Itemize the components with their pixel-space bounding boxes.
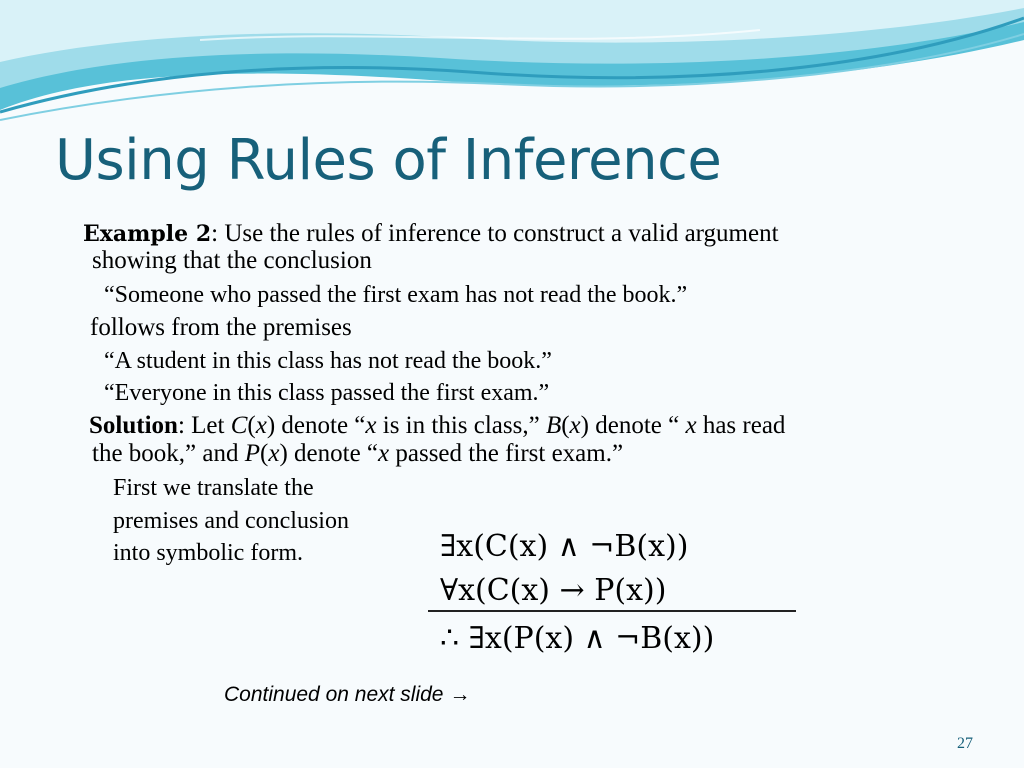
example-label: Example 2 [83,221,212,247]
predicate-c: C [230,412,248,439]
conclusion-quote: “Someone who passed the first exam has not read the book.” [104,282,688,308]
predicate-b: B [545,412,562,439]
continued-link[interactable] [224,683,471,707]
variable-x: x [378,440,390,467]
example-line-1 [83,220,779,248]
solution-text: denote “ [287,440,379,467]
example-line-2: showing that the conclusion [92,247,372,274]
header-wave-decoration [0,0,1024,130]
page-number: 27 [957,735,973,752]
math-premise-2: ∀x(C(x) → P(x)) [440,573,667,608]
variable-x: x [365,412,377,439]
solution-line-1: Solution: Let C(x) denote “x is in this class,” B(x) denote “ x has read [89,412,786,439]
page-title: Using Rules of Inference [55,128,722,193]
solution-text: passed the first exam.” [389,440,624,467]
argument-divider [428,610,796,612]
solution-line-2: the book,” and P(x) denote “x passed the first exam.” [92,440,624,467]
math-conclusion: ∴ ∃x(P(x) ∧ ¬B(x)) [440,621,715,656]
follows-text: follows from the premises [90,314,352,341]
continued-text: Continued on next slide [224,683,444,706]
translate-line-2: premises and conclusion [113,508,349,534]
premise-2: “Everyone in this class passed the first exam.” [104,380,550,406]
variable-x: x [685,412,697,439]
solution-label: Solution [89,412,178,439]
premise-1: “A student in this class has not read the book.” [104,348,552,374]
solution-text: : Let [177,412,231,439]
solution-text: the book,” and [92,440,245,467]
solution-text: denote “ [275,412,366,439]
variable-x: x [569,412,581,439]
translate-line-3: into symbolic form. [113,540,303,566]
predicate-p: P [244,440,261,467]
solution-text: is in this class,” [376,412,546,439]
solution-text: denote “ [588,412,686,439]
arrow-right-icon: → [449,683,471,706]
variable-x: x [268,440,280,467]
math-premise-1: ∃x(C(x) ∧ ¬B(x)) [440,529,689,564]
variable-x: x [255,412,267,439]
symbolic-argument [440,525,714,661]
solution-text: has read [696,412,786,439]
translate-line-1: First we translate the [113,475,314,501]
example-intro: : Use the rules of inference to construct a valid argument [211,220,779,247]
